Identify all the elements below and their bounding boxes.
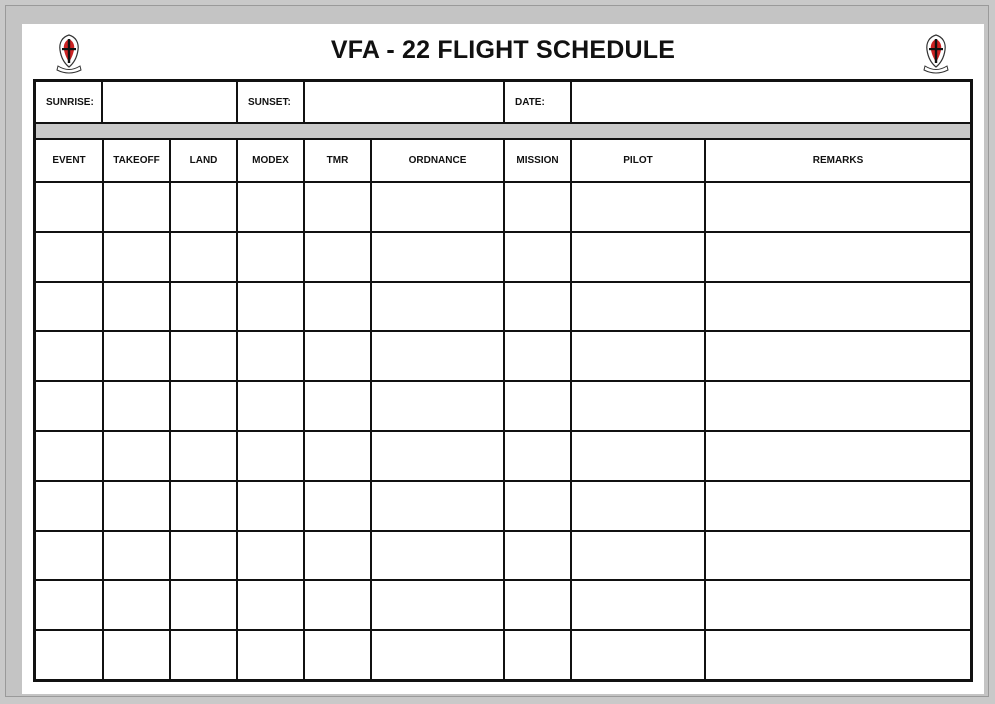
board-frame: [5, 5, 989, 697]
schedule-cell-tmr[interactable]: [304, 431, 371, 481]
schedule-cell-event[interactable]: [36, 331, 103, 381]
sunset-label: SUNSET:: [248, 96, 291, 108]
schedule-cell-land[interactable]: [170, 381, 237, 431]
schedule-cell-takeoff[interactable]: [103, 431, 170, 481]
schedule-cell-tmr[interactable]: [304, 481, 371, 531]
schedule-cell-pilot[interactable]: [571, 630, 705, 680]
schedule-cell-event[interactable]: [36, 630, 103, 680]
sunset-field[interactable]: [305, 82, 505, 122]
schedule-cell-ordnance[interactable]: [371, 182, 504, 232]
schedule-cell-pilot[interactable]: [571, 580, 705, 630]
column-header-ordnance: ORDNANCE: [371, 140, 504, 182]
schedule-cell-land[interactable]: [170, 331, 237, 381]
table-header-row: [36, 140, 970, 182]
schedule-cell-ordnance[interactable]: [371, 381, 504, 431]
schedule-cell-pilot[interactable]: [571, 481, 705, 531]
schedule-cell-modex[interactable]: [237, 481, 304, 531]
schedule-table: [36, 140, 970, 680]
schedule-cell-takeoff[interactable]: [103, 481, 170, 531]
table-row: [36, 282, 970, 332]
schedule-cell-ordnance[interactable]: [371, 232, 504, 282]
sunrise-field[interactable]: [103, 82, 238, 122]
column-header-mission: MISSION: [504, 140, 571, 182]
schedule-cell-modex[interactable]: [237, 630, 304, 680]
schedule-cell-land[interactable]: [170, 531, 237, 581]
schedule-cell-modex[interactable]: [237, 331, 304, 381]
schedule-cell-remarks[interactable]: [705, 232, 970, 282]
column-header-event: EVENT: [36, 140, 103, 182]
schedule-cell-land[interactable]: [170, 182, 237, 232]
column-header-land: LAND: [170, 140, 237, 182]
page-title: VFA - 22 FLIGHT SCHEDULE: [330, 36, 676, 64]
schedule-cell-remarks[interactable]: [705, 381, 970, 431]
schedule-cell-takeoff[interactable]: [103, 381, 170, 431]
column-header-modex: MODEX: [237, 140, 304, 182]
schedule-cell-takeoff[interactable]: [103, 182, 170, 232]
schedule-cell-tmr[interactable]: [304, 232, 371, 282]
schedule-cell-tmr[interactable]: [304, 630, 371, 680]
table-row: [36, 232, 970, 282]
schedule-cell-remarks[interactable]: [705, 431, 970, 481]
table-row: [36, 481, 970, 531]
schedule-cell-remarks[interactable]: [705, 531, 970, 581]
schedule-cell-land[interactable]: [170, 232, 237, 282]
schedule-cell-mission[interactable]: [504, 232, 571, 282]
schedule-cell-mission[interactable]: [504, 282, 571, 332]
schedule-cell-pilot[interactable]: [571, 182, 705, 232]
sunset-label-cell: [238, 82, 305, 122]
schedule-cell-pilot[interactable]: [571, 381, 705, 431]
schedule-cell-remarks[interactable]: [705, 481, 970, 531]
schedule-cell-remarks[interactable]: [705, 630, 970, 680]
table-row: [36, 431, 970, 481]
schedule-cell-event[interactable]: [36, 182, 103, 232]
schedule-cell-tmr[interactable]: [304, 182, 371, 232]
table-row: [36, 580, 970, 630]
schedule-cell-land[interactable]: [170, 630, 237, 680]
schedule-cell-modex[interactable]: [237, 381, 304, 431]
schedule-cell-mission[interactable]: [504, 630, 571, 680]
column-header-tmr: TMR: [304, 140, 371, 182]
schedule-cell-mission[interactable]: [504, 381, 571, 431]
schedule-cell-tmr[interactable]: [304, 531, 371, 581]
date-label: DATE:: [515, 96, 545, 108]
table-row: [36, 331, 970, 381]
table-row: [36, 630, 970, 680]
schedule-cell-tmr[interactable]: [304, 282, 371, 332]
schedule-cell-takeoff[interactable]: [103, 232, 170, 282]
schedule-cell-modex[interactable]: [237, 531, 304, 581]
schedule-cell-tmr[interactable]: [304, 580, 371, 630]
schedule-cell-tmr[interactable]: [304, 381, 371, 431]
divider-band: [36, 124, 970, 140]
schedule-cell-takeoff[interactable]: [103, 531, 170, 581]
schedule-cell-takeoff[interactable]: [103, 630, 170, 680]
schedule-cell-mission[interactable]: [504, 331, 571, 381]
schedule-cell-ordnance[interactable]: [371, 580, 504, 630]
table-row: [36, 182, 970, 232]
schedule-cell-mission[interactable]: [504, 182, 571, 232]
schedule-cell-ordnance[interactable]: [371, 531, 504, 581]
schedule-cell-event[interactable]: [36, 481, 103, 531]
sunrise-label-cell: [36, 82, 103, 122]
schedule-cell-tmr[interactable]: [304, 331, 371, 381]
schedule-cell-modex[interactable]: [237, 580, 304, 630]
schedule-cell-event[interactable]: [36, 580, 103, 630]
column-header-takeoff: TAKEOFF: [103, 140, 170, 182]
schedule-cell-pilot[interactable]: [571, 331, 705, 381]
flight-schedule-sheet: [33, 79, 973, 682]
schedule-cell-pilot[interactable]: [571, 431, 705, 481]
schedule-cell-land[interactable]: [170, 431, 237, 481]
schedule-cell-mission[interactable]: [504, 431, 571, 481]
schedule-cell-modex[interactable]: [237, 182, 304, 232]
schedule-cell-event[interactable]: [36, 431, 103, 481]
date-field[interactable]: [572, 82, 970, 122]
schedule-cell-remarks[interactable]: [705, 182, 970, 232]
schedule-cell-event[interactable]: [36, 282, 103, 332]
sunrise-label: SUNRISE:: [46, 96, 94, 108]
schedule-cell-modex[interactable]: [237, 282, 304, 332]
schedule-cell-mission[interactable]: [504, 580, 571, 630]
schedule-cell-mission[interactable]: [504, 531, 571, 581]
schedule-cell-pilot[interactable]: [571, 282, 705, 332]
schedule-cell-modex[interactable]: [237, 431, 304, 481]
schedule-cell-takeoff[interactable]: [103, 331, 170, 381]
schedule-cell-ordnance[interactable]: [371, 331, 504, 381]
schedule-cell-ordnance[interactable]: [371, 481, 504, 531]
schedule-cell-event[interactable]: [36, 531, 103, 581]
schedule-cell-remarks[interactable]: [705, 580, 970, 630]
schedule-cell-pilot[interactable]: [571, 531, 705, 581]
schedule-cell-remarks[interactable]: [705, 331, 970, 381]
squadron-insignia-icon: [921, 33, 951, 75]
schedule-cell-remarks[interactable]: [705, 282, 970, 332]
column-header-pilot: PILOT: [571, 140, 705, 182]
schedule-cell-ordnance[interactable]: [371, 282, 504, 332]
schedule-cell-pilot[interactable]: [571, 232, 705, 282]
schedule-cell-modex[interactable]: [237, 232, 304, 282]
date-label-cell: [505, 82, 572, 122]
table-row: [36, 381, 970, 431]
schedule-cell-ordnance[interactable]: [371, 630, 504, 680]
info-row: [36, 82, 970, 124]
schedule-cell-event[interactable]: [36, 381, 103, 431]
schedule-cell-land[interactable]: [170, 580, 237, 630]
schedule-cell-takeoff[interactable]: [103, 282, 170, 332]
schedule-cell-mission[interactable]: [504, 481, 571, 531]
table-row: [36, 531, 970, 581]
schedule-cell-land[interactable]: [170, 282, 237, 332]
schedule-cell-event[interactable]: [36, 232, 103, 282]
schedule-cell-takeoff[interactable]: [103, 580, 170, 630]
whiteboard: [22, 24, 984, 694]
schedule-cell-land[interactable]: [170, 481, 237, 531]
schedule-cell-ordnance[interactable]: [371, 431, 504, 481]
column-header-remarks: REMARKS: [705, 140, 970, 182]
